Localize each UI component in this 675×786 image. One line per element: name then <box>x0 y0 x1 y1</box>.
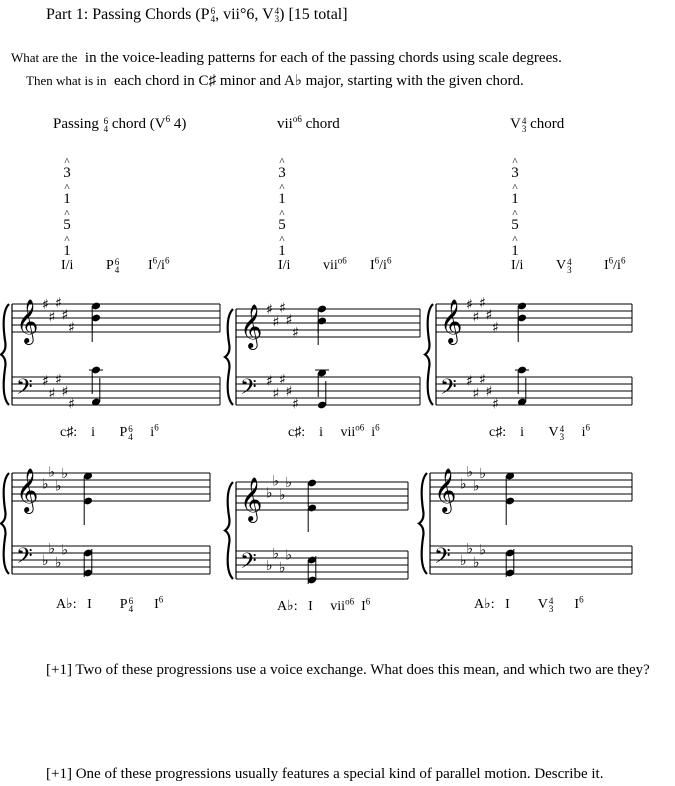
system-6-bass-clef-icon: 𝄢 <box>434 544 451 574</box>
system-5-bass-clef-icon: 𝄢 <box>240 549 257 579</box>
degree-col2-4: ^ 1 <box>278 234 286 259</box>
title-v-figure: 4 3 <box>274 6 280 25</box>
system-4-bass-key-flat-icon: ♭ <box>55 554 62 571</box>
system-1-brace <box>1 304 9 405</box>
degree-col3-4: ^ 1 <box>511 234 519 259</box>
system-3-treble-key-sharp-icon: ♯ <box>479 295 486 312</box>
system-3-treble-key-sharp-icon: ♯ <box>472 309 480 326</box>
analysis-csharp-col2: c♯: i vii$^{o6}$ $i^6$ <box>288 422 380 440</box>
system-5-bass-key-flat-icon: ♭ <box>266 558 273 574</box>
analysis-aflat-col3: A♭: I V 4 3 $I^6$ <box>474 594 584 614</box>
column-heading-passing: Passing 6 4 chord ($V^6$ 4) <box>53 114 187 134</box>
system-2-bass-key-sharp-icon: ♯ <box>279 371 286 388</box>
roman-col3-c: $I^6/i^6$ <box>604 255 626 273</box>
system-4-brace <box>1 473 9 574</box>
system-6-brace <box>419 473 427 574</box>
roman-col3-b: V 4 3 <box>556 257 572 275</box>
system-6-treble-key-flat-icon: ♭ <box>479 466 487 482</box>
system-3-bass-key-sharp-icon: ♯ <box>485 384 493 400</box>
degree-col3-2: ^ 1 <box>511 182 519 207</box>
system-4-treble-clef-icon: 𝄞 <box>16 468 39 512</box>
system-4-treble-key-flat-icon: ♭ <box>42 476 49 493</box>
system-6-treble-key-flat-icon: ♭ <box>460 476 467 493</box>
system-2-treble-key-sharp-icon: ♯ <box>272 314 280 331</box>
roman-col1-c: $I^6/i^6$ <box>148 255 170 273</box>
system-3-treble-key-sharp-icon: ♯ <box>485 307 493 324</box>
title-prefix: Part 1: Passing Chords (P <box>46 6 210 23</box>
system-5-treble-clef-icon: 𝄞 <box>240 477 263 521</box>
degree-col1-3: ^ 5 <box>63 208 71 233</box>
roman-col1-a: I/i <box>61 258 74 273</box>
analysis-csharp-col1: c♯: i P 6 4 $i^6$ <box>60 422 159 442</box>
system-1-treble-clef-icon: 𝄞 <box>16 299 39 343</box>
system-2-treble-clef-icon: 𝄞 <box>240 304 263 348</box>
system-1-bass-key-sharp-icon: ♯ <box>68 396 75 413</box>
title-mid: , vii°6, V <box>215 6 274 23</box>
system-5-treble-key-flat-icon: ♭ <box>285 475 293 491</box>
system-4-treble-key-flat-icon: ♭ <box>61 466 69 482</box>
system-1-bass-key-sharp-icon: ♯ <box>42 373 49 390</box>
analysis-csharp-col3: c♯: i V 4 3 $i^6$ <box>489 422 591 442</box>
instruction-line-2: Then what is in each chord in C♯ minor and A♭ major, starting with the given chord. <box>26 73 524 89</box>
system-3-treble-clef-icon: 𝄞 <box>440 299 463 343</box>
system-2-treble-key-sharp-icon: ♯ <box>292 324 299 341</box>
system-3-treble-key-sharp-icon: ♯ <box>492 319 499 336</box>
system-3-bass-key-sharp-icon: ♯ <box>472 385 480 402</box>
system-5-bass-key-flat-icon: ♭ <box>272 545 280 562</box>
system-2-bass-key-sharp-icon: ♯ <box>272 385 280 402</box>
system-3-bass-clef-icon: 𝄢 <box>440 375 457 405</box>
system-1-treble-key-sharp-icon: ♯ <box>61 307 69 324</box>
system-1-treble-key-sharp-icon: ♯ <box>42 297 49 313</box>
system-6-bass-key-flat-icon: ♭ <box>460 553 467 569</box>
roman-col1-b: P 6 4 <box>106 257 120 275</box>
system-4-bass-key-flat-icon: ♭ <box>42 553 49 569</box>
system-1-treble-key-sharp-icon: ♯ <box>48 309 56 326</box>
system-3-treble-key-sharp-icon: ♯ <box>466 297 473 313</box>
system-4-treble-key-flat-icon: ♭ <box>55 478 62 495</box>
system-6-treble-key-flat-icon: ♭ <box>466 464 474 481</box>
system-2-bass-clef-icon: 𝄢 <box>240 375 257 405</box>
system-6-bass-key-flat-icon: ♭ <box>466 540 474 557</box>
system-6-bass-key-flat-icon: ♭ <box>473 554 480 571</box>
system-1-bass-key-sharp-icon: ♯ <box>48 385 56 402</box>
system-3-bass-key-sharp-icon: ♯ <box>479 371 486 388</box>
degree-col2-3: ^ 5 <box>278 208 286 233</box>
system-1-treble-key-sharp-icon: ♯ <box>55 295 62 312</box>
system-6-treble-key-flat-icon: ♭ <box>473 478 480 495</box>
system-1-bass-clef-icon: 𝄢 <box>16 375 33 405</box>
question-voice-exchange: [+1] Two of these progressions use a voice exchange. What does this mean, and which two are they? <box>46 662 650 678</box>
degree-col1-4: ^ 1 <box>63 234 71 259</box>
roman-col2-b: vii$^{o6}$ <box>323 255 347 273</box>
system-2-treble-key-sharp-icon: ♯ <box>285 312 293 329</box>
system-6-bass-key-flat-icon: ♭ <box>479 542 487 559</box>
system-1-bass-key-sharp-icon: ♯ <box>55 371 62 388</box>
system-5-brace <box>225 482 233 579</box>
system-4-treble-key-flat-icon: ♭ <box>48 464 56 481</box>
system-2-bass-key-sharp-icon: ♯ <box>292 396 299 413</box>
system-5-treble-key-flat-icon: ♭ <box>272 473 280 490</box>
system-2-brace <box>225 309 233 405</box>
degree-col3-3: ^ 5 <box>511 208 519 233</box>
system-5-treble-key-flat-icon: ♭ <box>266 485 273 502</box>
system-5-bass-key-flat-icon: ♭ <box>279 559 286 576</box>
system-3-bass-key-sharp-icon: ♯ <box>492 396 499 413</box>
title-p-figure: 6 4 <box>210 6 216 25</box>
degree-col2-2: ^ 1 <box>278 182 286 207</box>
analysis-aflat-col2: A♭: I vii$^{o6}$ $I^6$ <box>277 596 371 614</box>
system-2-treble-key-sharp-icon: ♯ <box>266 302 273 318</box>
roman-col3-a: I/i <box>511 258 524 273</box>
column-heading-v43: V 4 3 chord <box>510 115 565 134</box>
roman-col2-c: $I^6/i^6$ <box>370 255 392 273</box>
column-heading-vii: vii$^{o6}$ chord <box>277 114 340 132</box>
instruction-line-1: What are the in the voice-leading patterns for each of the passing chords using scale degrees. <box>11 50 562 66</box>
degree-col3-1: ^ 3 <box>511 156 519 181</box>
analysis-aflat-col1: A♭: I P 6 4 $I^6$ <box>56 594 164 614</box>
system-3-bass-key-sharp-icon: ♯ <box>466 373 473 390</box>
question-parallel-motion: [+1] One of these progressions usually features a special kind of parallel motion. Describe it. <box>46 766 604 782</box>
title-suffix: ) [15 total] <box>279 6 348 23</box>
roman-col2-a: I/i <box>278 258 291 273</box>
degree-col1-1: ^ 3 <box>63 156 71 181</box>
system-2-treble-key-sharp-icon: ♯ <box>279 300 286 317</box>
system-3-brace <box>425 304 433 405</box>
system-1-treble-key-sharp-icon: ♯ <box>68 319 75 336</box>
system-2-bass-key-sharp-icon: ♯ <box>285 384 293 400</box>
system-5-treble-key-flat-icon: ♭ <box>279 487 286 504</box>
degree-col2-1: ^ 3 <box>278 156 286 181</box>
system-6-treble-clef-icon: 𝄞 <box>434 468 457 512</box>
system-4-bass-clef-icon: 𝄢 <box>16 544 33 574</box>
system-4-bass-key-flat-icon: ♭ <box>48 540 56 557</box>
system-4-bass-key-flat-icon: ♭ <box>61 542 69 559</box>
system-5-bass-key-flat-icon: ♭ <box>285 547 293 564</box>
degree-col1-2: ^ 1 <box>63 182 71 207</box>
system-1-bass-key-sharp-icon: ♯ <box>61 384 69 400</box>
system-2-bass-key-sharp-icon: ♯ <box>266 373 273 390</box>
